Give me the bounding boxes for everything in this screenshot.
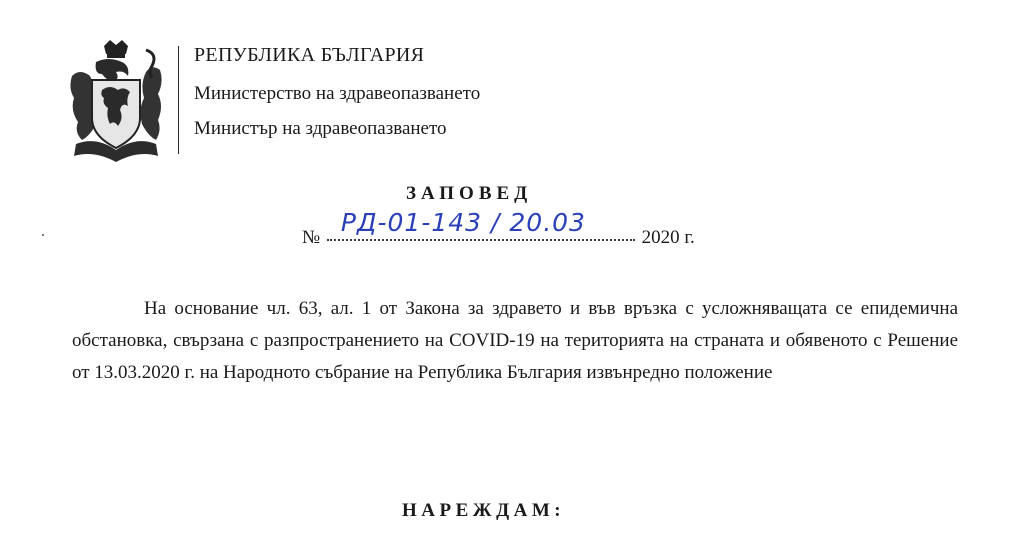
scan-speck [42,234,44,236]
order-number-line [302,208,695,250]
header-divider [178,46,179,154]
ministry-name: Министерство на здравеопазването [194,83,481,104]
body-paragraph: На основание чл. 63, ал. 1 от Закона за здравето и във връзка с усложняващата се епидемична обстановка, свързана с разпространението на COVID-19 на територията на страната и обявеното с Решение от 13.03.2020 г. на Народното събрание на Република България извънредно положение [72,298,958,383]
coat-of-arms-icon [66,40,166,164]
handwritten-order-number: РД-01-143 / 20.03 [340,208,586,237]
order-number-field [325,208,637,243]
number-sign: № [302,227,321,248]
order-title: ЗАПОВЕД [406,183,533,204]
order-year: 2020 г. [641,227,695,248]
country-name: РЕПУБЛИКА БЪЛГАРИЯ [194,44,425,66]
decree-heading: НАРЕЖДАМ: [402,500,566,521]
minister-title: Министър на здравеопазването [194,118,447,139]
